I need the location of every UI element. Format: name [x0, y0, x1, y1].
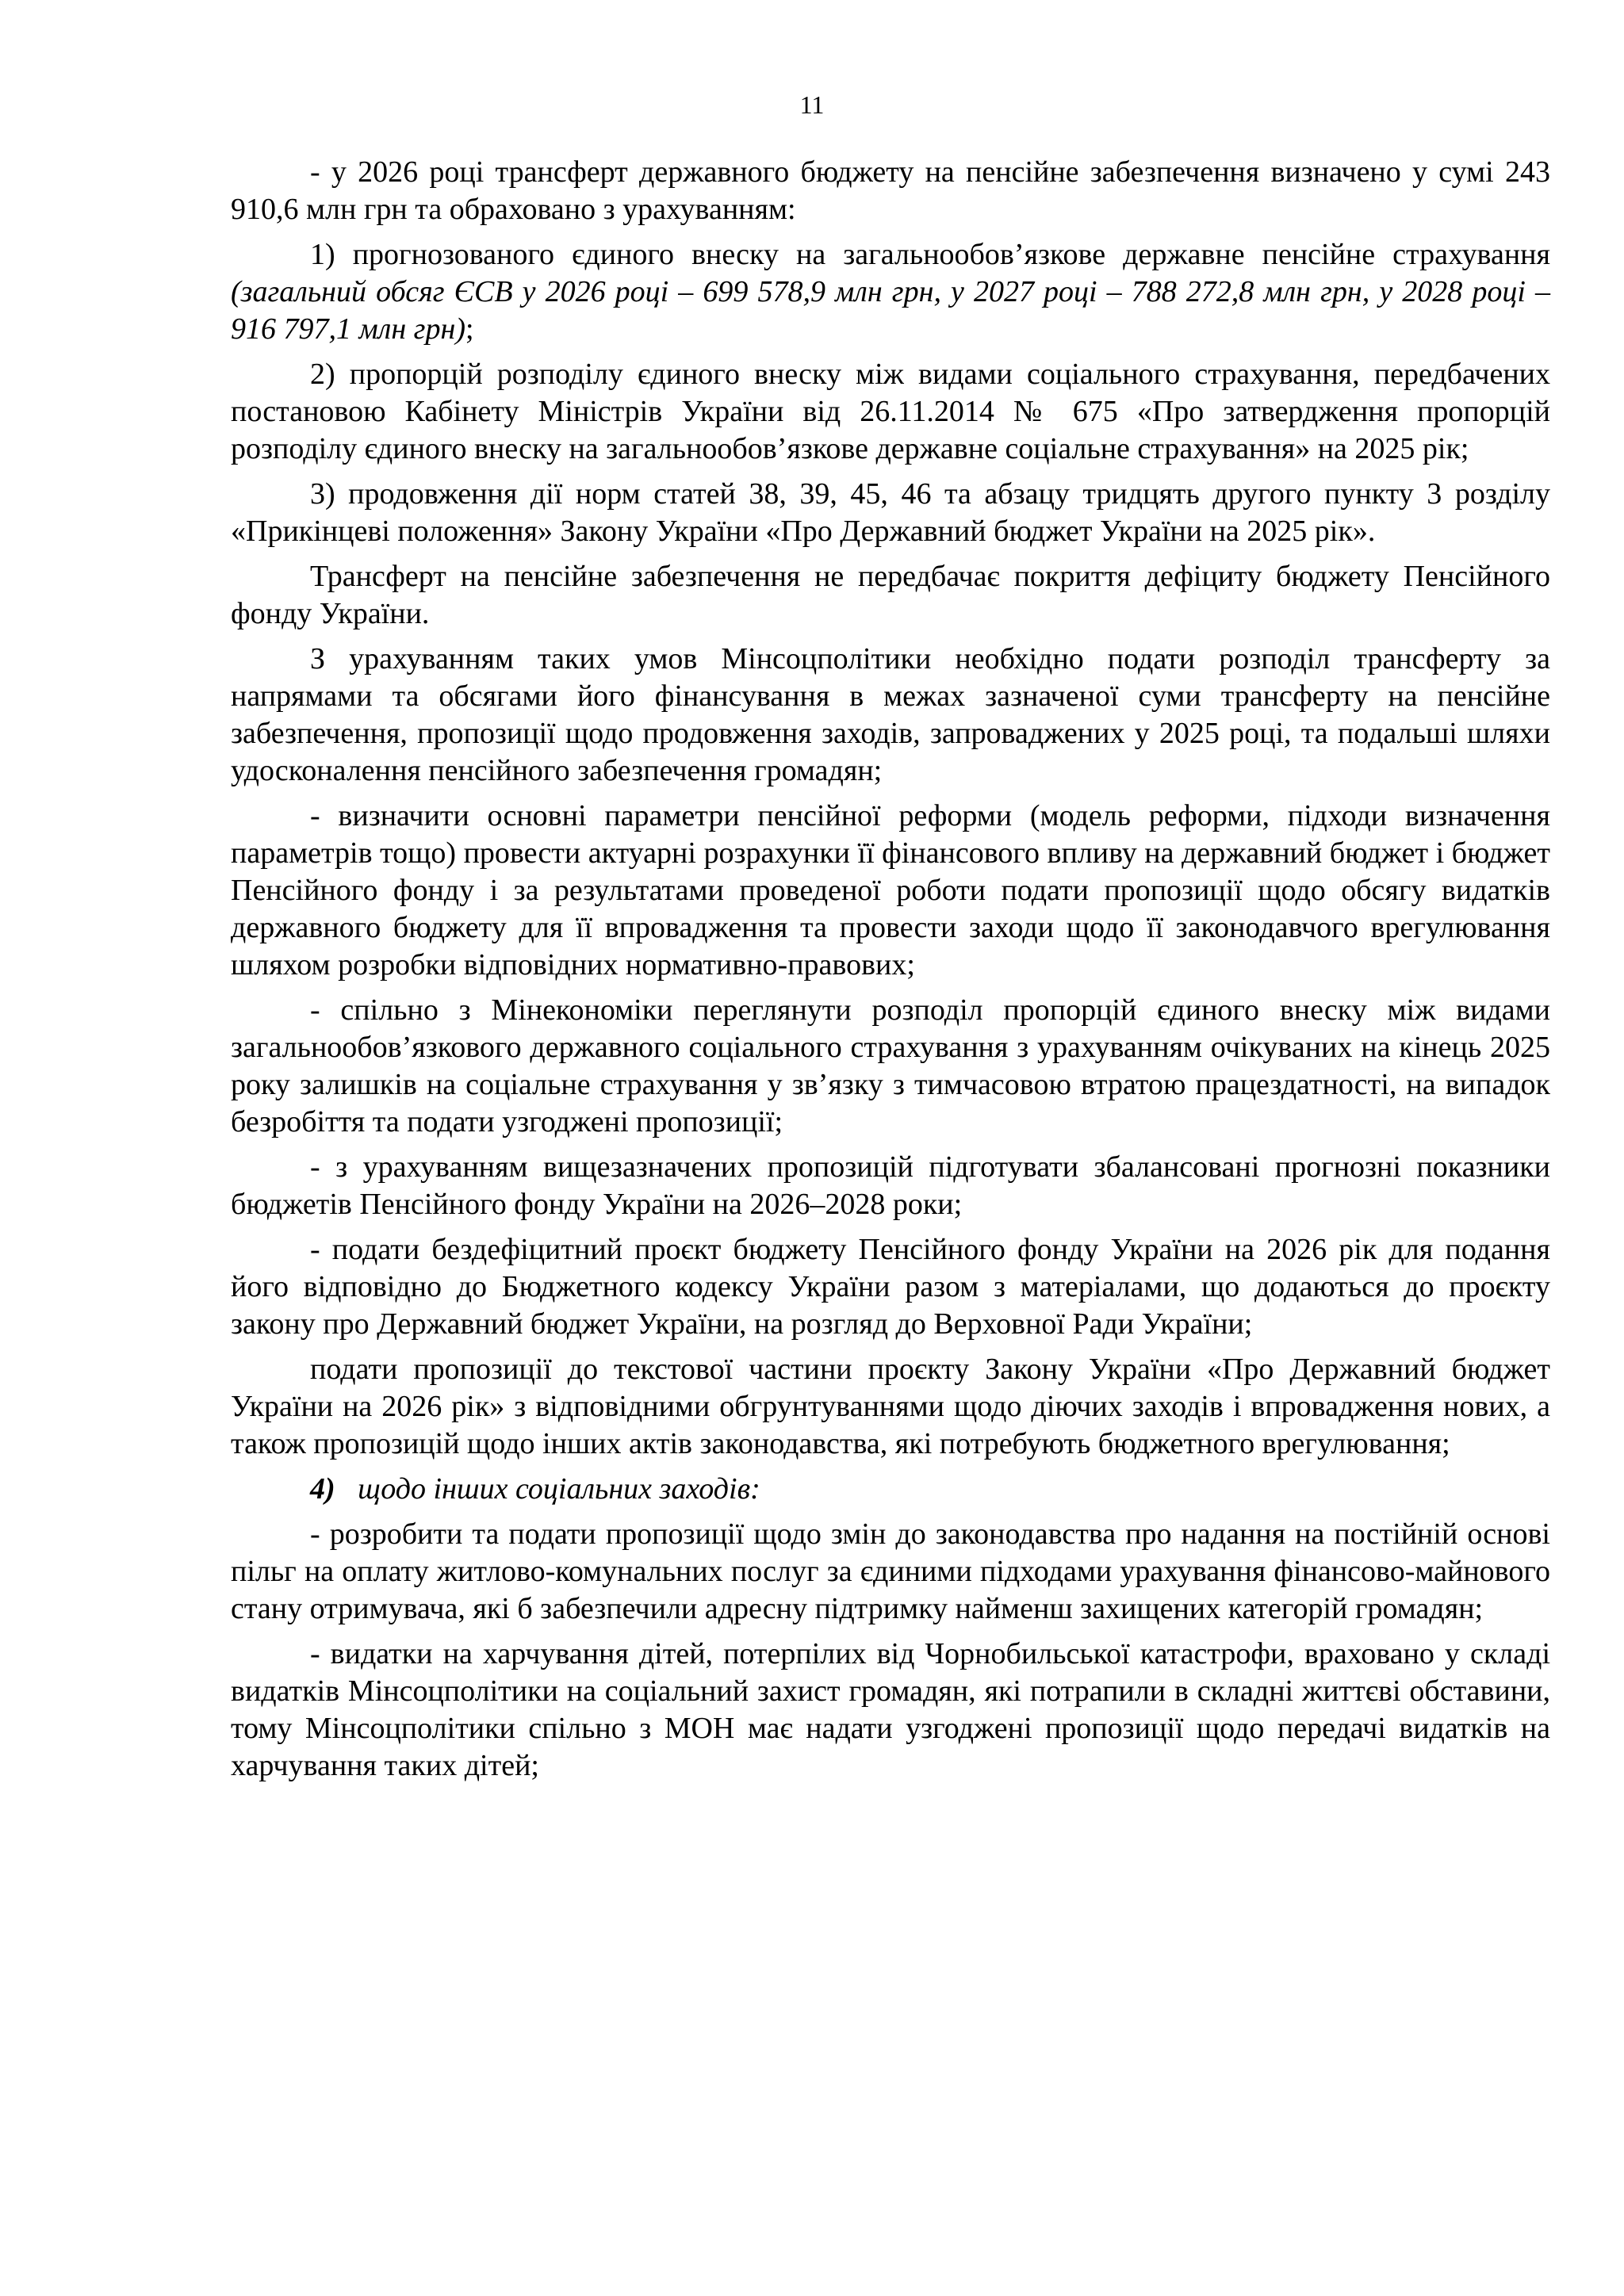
paragraph-item-3: 3) продовження дії норм статей 38, 39, 45, 46 та абзацу тридцять другого пункту 3 розділу «Прикінцеві положення» Закону України «Про Державний бюджет України на 2025 рік».: [231, 477, 1550, 548]
section-heading-number: 4): [310, 1472, 335, 1506]
paragraph-children-nutrition: - видатки на харчування дітей, потерпілих від Чорнобильської катастрофи, враховано у складі видатків Мінсоцполітики на соціальний захист громадян, які потрапили в складні життєві обставини, тому Мінсоцполітики спільно з МОН має надати узгоджені пропозиції щодо передачі видатків на харчування таких дітей;: [231, 1637, 1550, 1782]
section-heading-text: щодо інших соціальних заходів:: [358, 1472, 760, 1506]
paragraph-text-proposals: подати пропозиції до текстової частини проєкту Закону України «Про Державний бюджет України на 2026 рік» з відповідними обгрунтуваннями щодо діючих заходів і впровадження нових, а також пропозицій щодо інших актів законодавства, які потребують бюджетного врегулювання;: [231, 1353, 1550, 1460]
paragraph-pension-reform: - визначити основні параметри пенсійної реформи (модель реформи, підходи визначення параметрів тощо) провести актуарні розрахунки її фінансового впливу на державний бюджет і бюджет Пенсійного фонду і за результатами проведеної роботи подати пропозиції щодо обсягу видатків державного бюджету для її впровадження та провести заходи щодо її законодавчого врегулювання шляхом розробки відповідних нормативно-правових;: [231, 799, 1550, 982]
page-number: 11: [799, 90, 825, 119]
paragraph-utility-benefits: - розробити та подати пропозиції щодо змін до законодавства про надання на постійній основі пільг на оплату житлово-комунальних послуг за єдиними підходами урахування фінансово-майнового стану отримувача, які б забезпечили адресну підтримку найменш захищених категорій громадян;: [231, 1517, 1550, 1625]
paragraph-conditions: З урахуванням таких умов Мінсоцполітики необхідно подати розподіл трансферту за напрямами та обсягами його фінансування в межах зазначеної суми трансферту на пенсійне забезпечення, пропозиції щодо продовження заходів, запроваджених у 2025 році, та подальші шляхи удосконалення пенсійного забезпечення громадян;: [231, 642, 1550, 787]
paragraph-item-2: 2) пропорцій розподілу єдиного внеску між видами соціального страхування, передбачених постановою Кабінету Міністрів України від 26.11.2014 № 675 «Про затвердження пропорцій розподілу єдиного внеску на загальнообов’язкове державне соціальне страхування» на 2025 рік;: [231, 358, 1550, 465]
paragraph-item-1: [231, 236, 1550, 348]
paragraph-transfer-deficit: Трансферт на пенсійне забезпечення не передбачає покриття дефіциту бюджету Пенсійного фонду України.: [231, 560, 1550, 630]
item-1-text: 1) прогнозованого єдиного внеску на загальнообов’язкове державне пенсійне страхування: [310, 238, 1550, 271]
item-1-italic-note: (загальний обсяг ЄСВ у 2026 році – 699 578,9 млн грн, у 2027 році – 788 272,8 млн грн, у 2028 році – 916 797,1 млн грн): [231, 275, 1550, 346]
paragraph-deficit-free-budget: - подати бездефіцитний проєкт бюджету Пенсійного фонду України на 2026 рік для подання його відповідно до Бюджетного кодексу України разом з матеріалами, що додаються до проєкту закону про Державний бюджет України, на розгляд до Верховної Ради України;: [231, 1233, 1550, 1341]
item-1-end: ;: [465, 312, 474, 346]
section-heading-other-social: [231, 1471, 1550, 1508]
paragraph-balanced-forecast: - з урахуванням вищезазначених пропозицій підготувати збалансовані прогнозні показники бюджетів Пенсійного фонду України на 2026–2028 роки;: [231, 1150, 1550, 1221]
paragraph-contribution-review: - спільно з Мінекономіки переглянути розподіл пропорцій єдиного внеску між видами загальнообов’язкового державного соціального страхування з урахуванням очікуваних на кінець 2025 року залишків на соціальне страхування у зв’язку з тимчасовою втратою працездатності, на випадок безробіття та подати узгоджені пропозиції;: [231, 993, 1550, 1138]
document-body: [231, 154, 1550, 1793]
paragraph-pension-transfer: - у 2026 році трансферт державного бюджету на пенсійне забезпечення визначено у сумі 243 910,6 млн грн та обраховано з урахуванням:: [231, 155, 1550, 226]
